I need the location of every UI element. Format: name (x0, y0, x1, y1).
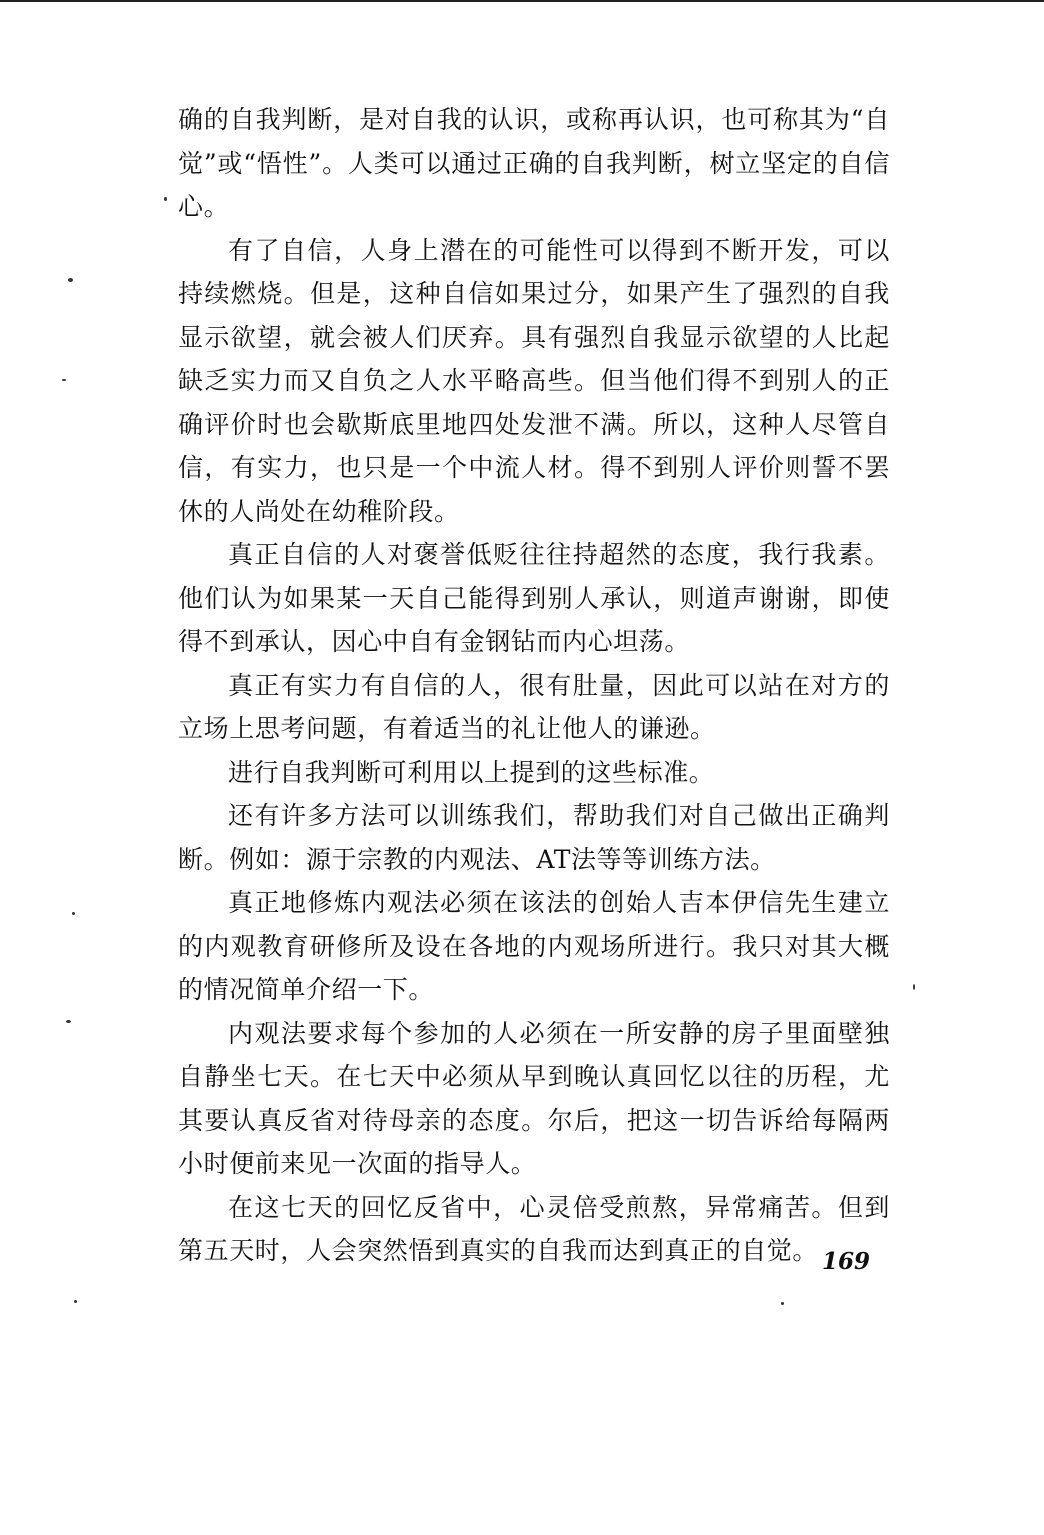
page-number: 169 (822, 1248, 871, 1275)
paragraph: 真正自信的人对褒誉低贬往往持超然的态度，我行我素。他们认为如果某一天自己能得到别人承认，则道声谢谢，即使得不到承认，因心中自有金钢钻而内心坦荡。 (178, 540, 890, 656)
scan-speck (781, 1302, 784, 1305)
paragraph: 确的自我判断，是对自我的认识，或称再认识，也可称其为“自觉”或“悟性”。人类可以通过正确的自我判断，树立坚定的自信心。 (178, 105, 890, 221)
scan-speck (66, 1020, 71, 1023)
paragraph: 进行自我判断可利用以上提到的这些标准。 (228, 757, 715, 787)
scan-speck (74, 1300, 77, 1303)
scan-speck (68, 278, 73, 282)
paragraph: 在这七天的回忆反省中，心灵倍受煎熬，异常痛苦。但到第五天时，人会突然悟到真实的自我而达到真正的自觉。 (178, 1192, 890, 1265)
paragraph: 还有许多方法可以训练我们，帮助我们对自己做出正确判断。例如：源于宗教的内观法、AT法等等训练方法。 (178, 801, 890, 874)
scan-speck (164, 197, 167, 201)
page-body (178, 98, 890, 1273)
paragraph: 真正有实力有自信的人，很有肚量，因此可以站在对方的立场上思考问题，有着适当的礼让他人的谦逊。 (178, 670, 890, 743)
paragraph: 真正地修炼内观法必须在该法的创始人吉本伊信先生建立的内观教育研修所及设在各地的内观场所进行。我只对其大概的情况简单介绍一下。 (178, 888, 890, 1004)
paragraph: 内观法要求每个参加的人必须在一所安静的房子里面壁独自静坐七天。在七天中必须从早到晚认真回忆以往的历程，尤其要认真反省对待母亲的态度。尔后，把这一切告诉给每隔两小时便前来见一次面的指导人。 (178, 1018, 890, 1178)
scan-speck (913, 984, 915, 990)
scan-speck (72, 912, 75, 915)
scan-speck (62, 379, 66, 381)
paragraph: 有了自信，人身上潜在的可能性可以得到不断开发，可以持续燃烧。但是，这种自信如果过分，如果产生了强烈的自我显示欲望，就会被人们厌弃。具有强烈自我显示欲望的人比起缺乏实力而又自负之人水平略高些。但当他们得不到别人的正确评价时也会歇斯底里地四处发泄不满。所以，这种人尽管自信，有实力，也只是一个中流人材。得不到别人评价则誓不罢休的人尚处在幼稚阶段。 (178, 235, 890, 526)
page-top-edge (0, 0, 1044, 2)
